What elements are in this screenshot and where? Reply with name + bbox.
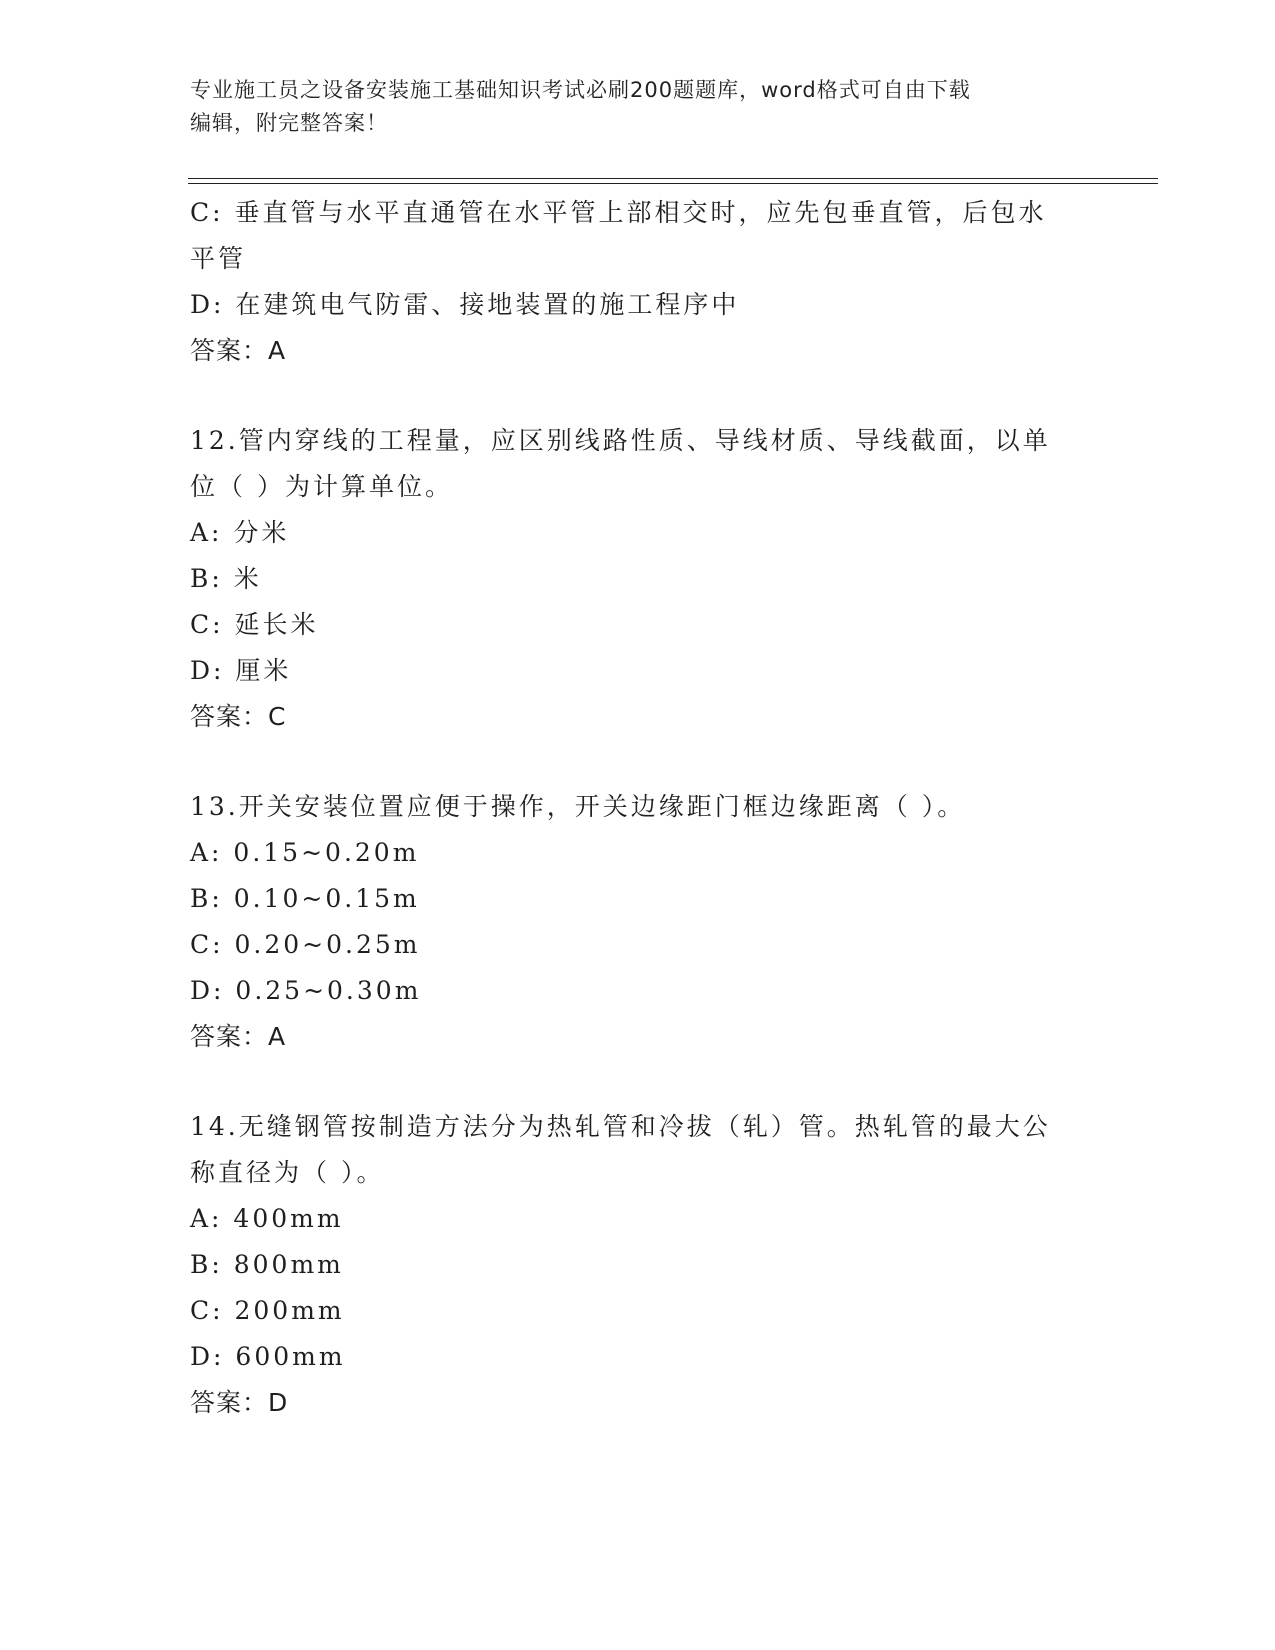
question-spacer	[190, 374, 1090, 418]
option-b: B: 800mm	[190, 1250, 344, 1279]
option-a: A: 400mm	[190, 1204, 344, 1233]
option-a: A: 0.15~0.20m	[190, 838, 420, 867]
option-d: D: 厘米	[190, 656, 292, 685]
header-title-line-2: 编辑，附完整答案！	[190, 111, 388, 135]
option-c: C: 200mm	[190, 1296, 345, 1325]
option-d: D: 600mm	[190, 1342, 346, 1371]
header-divider-top	[188, 178, 1158, 179]
answer: 答案：D	[190, 1388, 289, 1417]
question-spacer	[190, 740, 1090, 784]
option-a: A: 分米	[190, 518, 290, 547]
question-14	[190, 1104, 1090, 1426]
document-header	[190, 74, 1090, 140]
option-d: D: 在建筑电气防雷、接地装置的施工程序中	[190, 290, 740, 319]
option-c-line-2: 平管	[190, 244, 247, 273]
question-stem-line-1: 14.无缝钢管按制造方法分为热轧管和冷拔（轧）管。热轧管的最大公	[190, 1112, 1051, 1141]
question-12	[190, 418, 1090, 740]
option-c: C: 延长米	[190, 610, 319, 639]
answer: 答案：A	[190, 336, 287, 365]
answer: 答案：A	[190, 1022, 287, 1051]
option-d: D: 0.25~0.30m	[190, 976, 422, 1005]
question-11-tail	[190, 190, 1090, 374]
answer: 答案：C	[190, 702, 287, 731]
option-b: B: 米	[190, 564, 262, 593]
question-stem-line-2: 称直径为（ ）。	[190, 1158, 385, 1187]
header-divider-bottom	[188, 183, 1158, 184]
question-13	[190, 784, 1090, 1060]
option-b: B: 0.10~0.15m	[190, 884, 420, 913]
question-stem-line-2: 位（ ）为计算单位。	[190, 472, 453, 501]
question-stem-line-1: 13.开关安装位置应便于操作，开关边缘距门框边缘距离（ ）。	[190, 792, 966, 821]
option-c: C: 0.20~0.25m	[190, 930, 421, 959]
question-spacer	[190, 1060, 1090, 1104]
header-title-line-1: 专业施工员之设备安装施工基础知识考试必刷200题题库，word格式可自由下载	[190, 78, 971, 102]
question-list	[190, 190, 1090, 1426]
option-c-line-1: C: 垂直管与水平直通管在水平管上部相交时，应先包垂直管，后包水	[190, 198, 1047, 227]
question-stem-line-1: 12.管内穿线的工程量，应区别线路性质、导线材质、导线截面，以单	[190, 426, 1051, 455]
